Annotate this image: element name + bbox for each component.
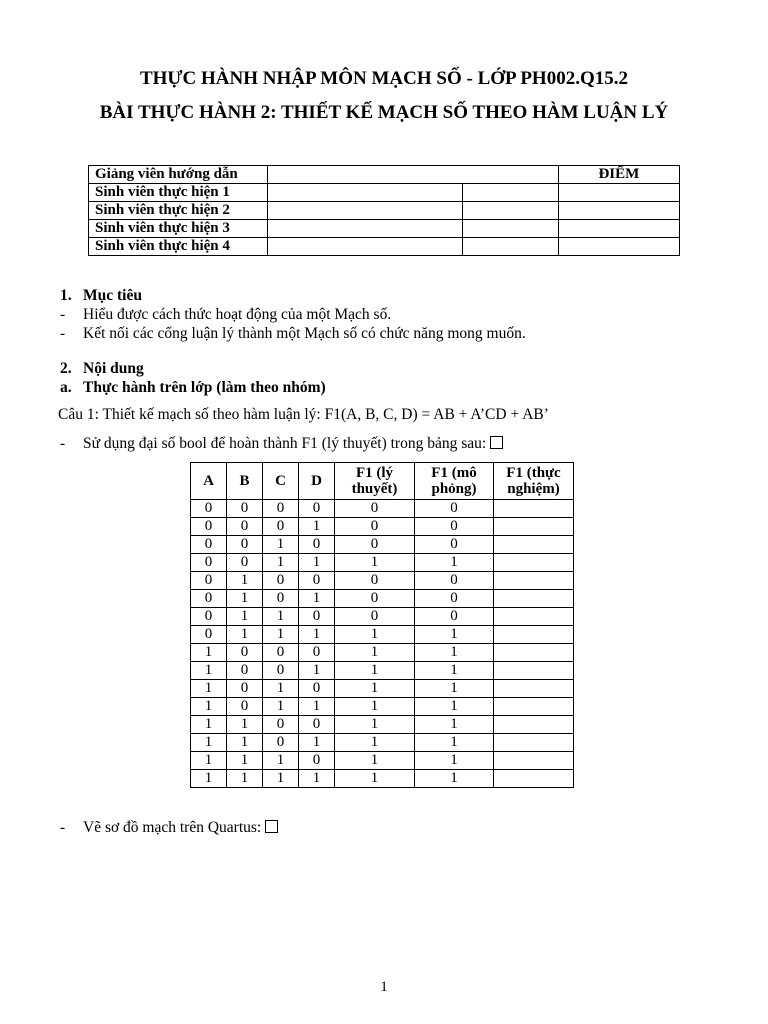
table-cell: 1 <box>415 770 494 788</box>
checkbox-icon[interactable] <box>265 820 278 833</box>
table-cell: 1 <box>415 662 494 680</box>
column-header: F1 (thực nghiệm) <box>494 463 574 500</box>
table-cell: 0 <box>227 680 263 698</box>
table-cell: 1 <box>191 752 227 770</box>
section-title: Mục tiêu <box>83 287 142 304</box>
score-header: ĐIỂM <box>558 166 679 184</box>
student-score-cell <box>558 220 679 238</box>
table-cell: 1 <box>227 716 263 734</box>
table-cell <box>494 716 574 734</box>
section2-heading <box>0 360 768 380</box>
table-cell: 1 <box>191 770 227 788</box>
table-cell <box>494 590 574 608</box>
table-row <box>191 644 574 662</box>
table-cell: 0 <box>299 608 335 626</box>
table-cell: 0 <box>263 500 299 518</box>
table-cell: 0 <box>263 518 299 536</box>
student-info-table <box>88 165 680 256</box>
table-cell: 1 <box>415 698 494 716</box>
table-cell <box>494 554 574 572</box>
table-cell: 1 <box>263 554 299 572</box>
student-name-cell <box>268 184 462 202</box>
table-cell: 1 <box>263 752 299 770</box>
table-cell <box>494 608 574 626</box>
table-row <box>191 698 574 716</box>
bullet-dash: - <box>60 435 66 452</box>
objective-text: Kết nối các cổng luận lý thành một Mạch số có chức năng mong muốn. <box>83 325 526 342</box>
student-score-cell <box>558 238 679 256</box>
table-cell: 1 <box>299 770 335 788</box>
student-id-cell <box>462 220 558 238</box>
table-cell: 1 <box>299 590 335 608</box>
table-cell: 0 <box>335 590 415 608</box>
table-row <box>191 752 574 770</box>
table-cell: 1 <box>299 626 335 644</box>
table-cell: 1 <box>263 626 299 644</box>
table-cell: 1 <box>191 698 227 716</box>
task-item <box>0 435 768 455</box>
table-cell: 0 <box>335 500 415 518</box>
objective-item <box>0 325 768 345</box>
column-header: C <box>263 463 299 500</box>
table-cell: 1 <box>191 734 227 752</box>
table-row <box>191 518 574 536</box>
student-label: Sinh viên thực hiện 1 <box>89 184 268 202</box>
table-cell: 0 <box>191 626 227 644</box>
student-id-cell <box>462 238 558 256</box>
student-name-cell <box>268 220 462 238</box>
table-cell: 0 <box>263 662 299 680</box>
bullet-dash: - <box>60 325 66 342</box>
table-row <box>191 608 574 626</box>
table-cell: 1 <box>227 626 263 644</box>
checkbox-icon[interactable] <box>490 436 503 449</box>
table-cell <box>494 572 574 590</box>
truth-table <box>190 462 574 788</box>
table-cell: 0 <box>415 518 494 536</box>
table-cell: 1 <box>335 752 415 770</box>
truth-table-header-row <box>191 463 574 500</box>
table-cell: 0 <box>415 572 494 590</box>
student-score-cell <box>558 184 679 202</box>
table-cell: 1 <box>299 518 335 536</box>
question-text: Câu 1: Thiết kế mạch số theo hàm luận lý: F1(A, B, C, D) = AB + A’CD + AB’ <box>58 406 549 423</box>
student-score-cell <box>558 202 679 220</box>
table-cell: 1 <box>227 734 263 752</box>
table-cell: 1 <box>227 770 263 788</box>
task-item <box>0 819 768 839</box>
table-cell: 0 <box>415 536 494 554</box>
table-cell: 0 <box>191 590 227 608</box>
table-cell: 0 <box>263 734 299 752</box>
table-cell: 0 <box>191 554 227 572</box>
student-row <box>89 202 680 220</box>
column-header: D <box>299 463 335 500</box>
bullet-dash: - <box>60 306 66 323</box>
table-cell: 0 <box>227 698 263 716</box>
table-cell: 0 <box>191 608 227 626</box>
table-cell: 1 <box>415 716 494 734</box>
table-cell: 1 <box>335 770 415 788</box>
table-cell: 0 <box>299 572 335 590</box>
column-header: B <box>227 463 263 500</box>
table-cell <box>494 500 574 518</box>
subsection-heading <box>0 379 768 399</box>
instructor-value <box>268 166 558 184</box>
table-cell: 0 <box>415 500 494 518</box>
table-cell <box>494 680 574 698</box>
table-cell: 0 <box>263 716 299 734</box>
table-cell: 0 <box>335 572 415 590</box>
section-number: 2. <box>60 360 72 377</box>
table-cell <box>494 752 574 770</box>
table-cell: 0 <box>335 608 415 626</box>
document-title-line2: BÀI THỰC HÀNH 2: THIẾT KẾ MẠCH SỐ THEO HÀM LUẬN LÝ <box>99 102 669 123</box>
table-cell: 1 <box>335 626 415 644</box>
table-cell: 0 <box>335 518 415 536</box>
table-cell: 1 <box>263 608 299 626</box>
table-cell <box>494 644 574 662</box>
table-cell: 0 <box>191 518 227 536</box>
table-cell: 1 <box>415 554 494 572</box>
column-header: A <box>191 463 227 500</box>
table-row <box>191 500 574 518</box>
table-row <box>191 662 574 680</box>
table-cell: 1 <box>335 554 415 572</box>
table-cell: 1 <box>191 680 227 698</box>
student-name-cell <box>268 202 462 220</box>
student-name-cell <box>268 238 462 256</box>
table-cell: 0 <box>299 752 335 770</box>
student-label: Sinh viên thực hiện 3 <box>89 220 268 238</box>
table-cell: 0 <box>191 536 227 554</box>
table-cell: 1 <box>335 716 415 734</box>
subsection-letter: a. <box>60 379 72 396</box>
table-cell: 1 <box>191 644 227 662</box>
column-header: F1 (mô phỏng) <box>415 463 494 500</box>
table-row <box>191 716 574 734</box>
table-cell: 0 <box>191 572 227 590</box>
subsection-title: Thực hành trên lớp (làm theo nhóm) <box>83 379 326 396</box>
table-cell: 0 <box>299 500 335 518</box>
table-cell: 1 <box>299 554 335 572</box>
table-cell: 0 <box>227 554 263 572</box>
table-cell: 0 <box>263 590 299 608</box>
table-cell: 0 <box>415 608 494 626</box>
table-cell: 1 <box>299 698 335 716</box>
table-cell: 1 <box>227 608 263 626</box>
table-cell: 0 <box>227 518 263 536</box>
table-cell <box>494 626 574 644</box>
table-cell: 1 <box>415 680 494 698</box>
table-row <box>191 770 574 788</box>
table-row <box>191 590 574 608</box>
table-row <box>191 626 574 644</box>
table-cell <box>494 734 574 752</box>
table-cell: 0 <box>263 572 299 590</box>
student-row <box>89 238 680 256</box>
table-cell: 1 <box>415 626 494 644</box>
document-title-line1: THỰC HÀNH NHẬP MÔN MẠCH SỐ - LỚP PH002.Q15.2 <box>139 68 628 89</box>
table-cell: 0 <box>415 590 494 608</box>
student-label: Sinh viên thực hiện 2 <box>89 202 268 220</box>
task-text: Vẽ sơ đồ mạch trên Quartus: <box>83 819 262 836</box>
bullet-dash: - <box>60 819 66 836</box>
table-cell: 0 <box>191 500 227 518</box>
table-cell: 1 <box>415 752 494 770</box>
section-title: Nội dung <box>83 360 144 377</box>
task-text: Sử dụng đại số bool để hoàn thành F1 (lý thuyết) trong bảng sau: <box>83 435 487 452</box>
table-cell <box>494 770 574 788</box>
table-cell <box>494 518 574 536</box>
student-id-cell <box>462 202 558 220</box>
objective-item <box>0 306 768 326</box>
table-cell: 1 <box>263 698 299 716</box>
table-cell: 0 <box>299 644 335 662</box>
table-cell: 1 <box>299 734 335 752</box>
table-cell: 0 <box>299 716 335 734</box>
instructor-label: Giảng viên hướng dẫn <box>89 166 268 184</box>
table-cell: 0 <box>227 500 263 518</box>
table-cell: 1 <box>415 644 494 662</box>
objective-text: Hiểu được cách thức hoạt động của một Mạch số. <box>83 306 392 323</box>
table-cell: 1 <box>335 662 415 680</box>
student-row <box>89 184 680 202</box>
section-number: 1. <box>60 287 72 304</box>
table-cell: 0 <box>263 644 299 662</box>
table-cell: 0 <box>299 536 335 554</box>
table-row <box>191 536 574 554</box>
table-cell <box>494 698 574 716</box>
student-row <box>89 220 680 238</box>
table-cell: 1 <box>335 680 415 698</box>
student-label: Sinh viên thực hiện 4 <box>89 238 268 256</box>
table-row <box>191 734 574 752</box>
table-row <box>191 572 574 590</box>
table-cell: 1 <box>263 536 299 554</box>
table-row <box>191 554 574 572</box>
table-cell <box>494 536 574 554</box>
student-id-cell <box>462 184 558 202</box>
table-cell: 1 <box>299 662 335 680</box>
table-cell: 1 <box>415 734 494 752</box>
table-cell: 0 <box>335 536 415 554</box>
table-row <box>191 680 574 698</box>
table-cell: 1 <box>227 572 263 590</box>
column-header: F1 (lý thuyết) <box>335 463 415 500</box>
table-cell: 1 <box>191 716 227 734</box>
table-cell: 1 <box>227 590 263 608</box>
table-cell: 1 <box>227 752 263 770</box>
table-cell: 1 <box>335 734 415 752</box>
table-cell: 1 <box>263 770 299 788</box>
page-number: 1 <box>380 979 388 995</box>
table-cell: 1 <box>335 644 415 662</box>
table-cell: 1 <box>191 662 227 680</box>
task-line <box>83 819 278 837</box>
table-cell <box>494 662 574 680</box>
table-cell: 1 <box>335 698 415 716</box>
instructor-row <box>89 166 680 184</box>
table-cell: 1 <box>263 680 299 698</box>
table-cell: 0 <box>227 662 263 680</box>
truth-table-body <box>191 500 574 788</box>
section1-heading <box>0 287 768 307</box>
table-cell: 0 <box>227 536 263 554</box>
task-line <box>83 435 503 453</box>
table-cell: 0 <box>227 644 263 662</box>
table-cell: 0 <box>299 680 335 698</box>
